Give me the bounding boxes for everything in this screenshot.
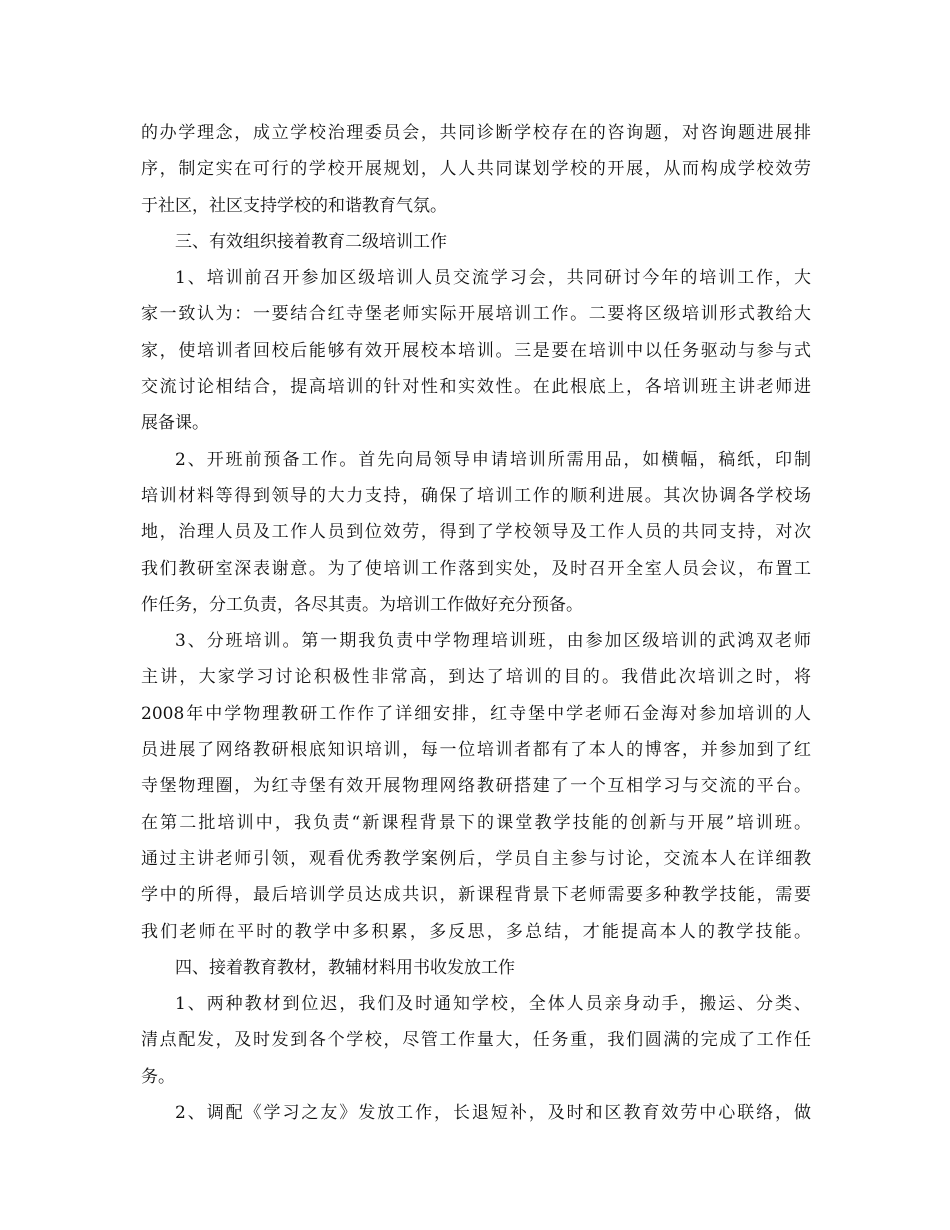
text-line: 1、培训前召开参加区级培训人员交流学习会，共同研讨今年的培训工作，大: [175, 268, 811, 289]
text-line: 务。: [141, 1066, 175, 1087]
text-line: 家一致认为：一要结合红寺堡老师实际开展培训工作。二要将区级培训形式教给大: [141, 304, 811, 325]
text-line: 主讲，大家学习讨论积极性非常高，到达了培训的目的。我借此次培训之时，将: [141, 667, 811, 688]
text-line: 四、接着教育教材，教辅材料用书收发放工作: [175, 957, 515, 978]
text-line: 交流讨论相结合，提高培训的针对性和实效性。在此根底上，各培训班主讲老师进: [141, 377, 811, 398]
text-line: 我们教研室深表谢意。为了使培训工作落到实处，及时召开全室人员会议，布置工: [141, 558, 811, 579]
text-line: 员进展了网络教研根底知识培训，每一位培训者都有了本人的博客，并参加到了红: [141, 740, 811, 761]
text-line: 3、分班培训。第一期我负责中学物理培训班，由参加区级培训的武鸿双老师: [175, 631, 811, 652]
text-line: 培训材料等得到领导的大力支持，确保了培训工作的顺利进展。其次协调各学校场: [141, 485, 811, 506]
text-line: 2、调配《学习之友》发放工作，长退短补，及时和区教育效劳中心联络，做: [175, 1103, 811, 1124]
text-line: 在第二批培训中，我负责“新课程背景下的课堂教学技能的创新与开展”培训班。: [141, 812, 811, 833]
text-line: 通过主讲老师引领，观看优秀教学案例后，学员自主参与讨论，交流本人在详细教: [141, 848, 811, 869]
text-line: 展备课。: [141, 413, 209, 434]
text-line: 清点配发，及时发到各个学校，尽管工作量大，任务重，我们圆满的完成了工作任: [141, 1030, 811, 1051]
document-page: [141, 115, 811, 1131]
text-line: 学中的所得，最后培训学员达成共识，新课程背景下老师需要多种教学技能，需要: [141, 885, 811, 906]
text-line: 2008年中学物理教研工作作了详细安排，红寺堡中学老师石金海对参加培训的人: [141, 703, 811, 724]
text-line: 寺堡物理圈，为红寺堡有效开展物理网络教研搭建了一个互相学习与交流的平台。: [141, 776, 811, 797]
text-line: 1、两种教材到位迟，我们及时通知学校，全体人员亲身动手，搬运、分类、: [175, 994, 811, 1015]
text-line: 家，使培训者回校后能够有效开展校本培训。三是要在培训中以任务驱动与参与式: [141, 340, 811, 361]
text-line: 作任务，分工负责，各尽其责。为培训工作做好充分预备。: [141, 594, 583, 615]
text-line: 我们老师在平时的教学中多积累，多反思，多总结，才能提高本人的教学技能。: [141, 921, 811, 942]
text-line: 于社区，社区支持学校的和谐教育气氛。: [141, 195, 447, 216]
text-line: 三、有效组织接着教育二级培训工作: [175, 231, 447, 252]
text-line: 序，制定实在可行的学校开展规划，人人共同谋划学校的开展，从而构成学校效劳: [141, 159, 811, 180]
text-line: 的办学理念，成立学校治理委员会，共同诊断学校存在的咨询题，对咨询题进展排: [141, 123, 811, 143]
text-line: 地，治理人员及工作人员到位效劳，得到了学校领导及工作人员的共同支持，对次: [141, 522, 811, 543]
text-line: 2、开班前预备工作。首先向局领导申请培训所需用品，如横幅，稿纸，印制: [175, 449, 811, 470]
